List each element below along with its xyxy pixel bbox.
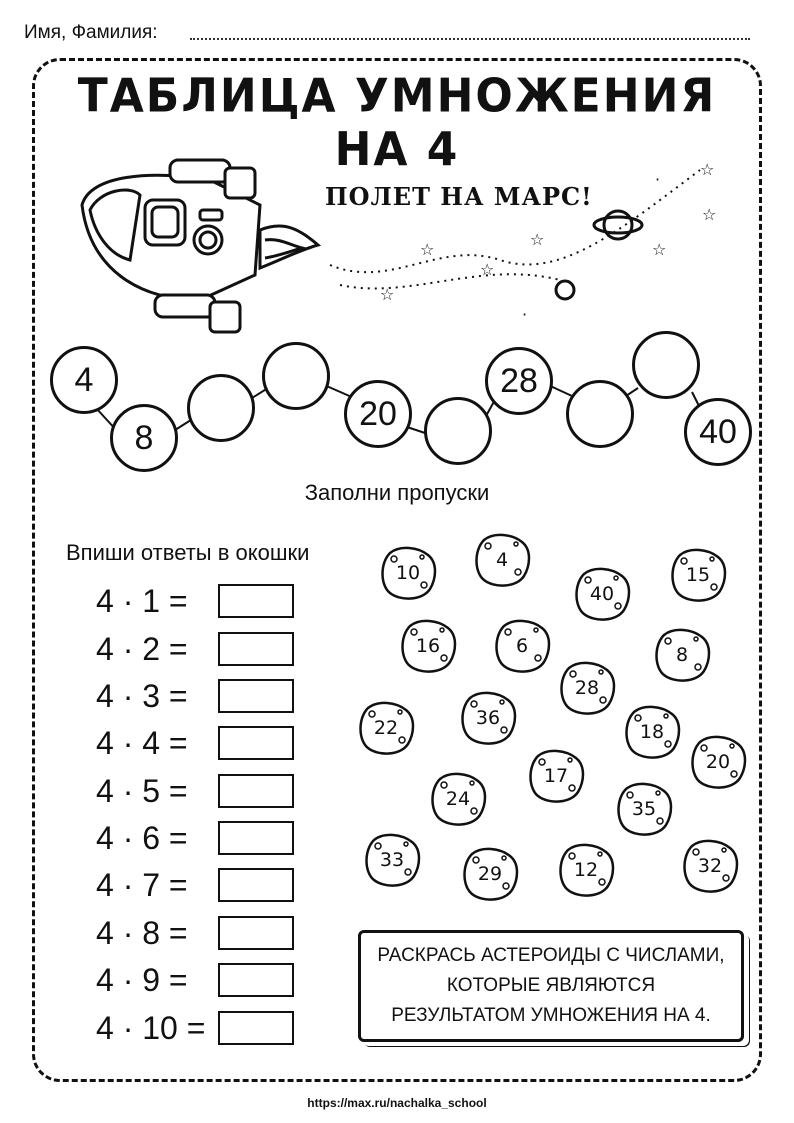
asteroid-15[interactable] [614,781,674,837]
fill-gaps-caption: Заполни пропуски [304,480,490,505]
svg-text:·: · [522,305,528,324]
asteroid-5[interactable] [398,618,458,674]
asteroid-number: 17 [543,765,569,787]
task-line-3: РЕЗУЛЬТАТОМ УМНОЖЕНИЯ НА 4. [391,1005,711,1026]
svg-text:☆: ☆ [380,285,395,304]
task-line-1: РАСКРАСЬ АСТЕРОИДЫ С ЧИСЛАМИ, [377,945,725,966]
equation-6: 4 · 6 = [96,820,188,856]
svg-text:☆: ☆ [480,260,495,279]
chain-circle-7: 28 [485,347,553,415]
asteroid-9[interactable] [356,700,416,756]
equation-9: 4 · 9 = [96,962,188,998]
asteroid-number: 24 [445,788,471,810]
asteroid-number: 32 [697,855,723,877]
asteroid-1[interactable] [378,545,438,601]
task-line-2: КОТОРЫЕ ЯВЛЯЮТСЯ [446,975,656,996]
equation-8: 4 · 8 = [96,915,188,951]
answer-box-8[interactable] [218,916,294,950]
task-instruction-box [358,930,744,1042]
svg-text:☆: ☆ [652,240,667,259]
asteroid-number: 36 [475,707,501,729]
asteroid-17[interactable] [460,846,520,902]
answer-box-4[interactable] [218,726,294,760]
answer-box-10[interactable] [218,1011,294,1045]
asteroid-number: 6 [515,635,529,657]
answer-box-7[interactable] [218,868,294,902]
answer-box-6[interactable] [218,821,294,855]
asteroid-14[interactable] [428,771,488,827]
svg-text:·: · [655,170,661,189]
asteroid-number: 40 [589,583,615,605]
asteroid-2[interactable] [472,532,532,588]
asteroid-number: 28 [574,677,600,699]
chain-circle-4[interactable] [262,342,330,410]
asteroid-number: 4 [495,549,509,571]
subtitle: ПОЛЕТ НА МАРС! [325,182,593,211]
chain-circle-1: 4 [50,346,118,414]
asteroid-number: 15 [685,564,711,586]
asteroid-number: 16 [415,635,441,657]
asteroid-number: 8 [675,644,689,666]
svg-text:☆: ☆ [420,240,435,259]
name-label: Имя, Фамилия: [24,22,158,43]
chain-circle-3[interactable] [187,374,255,442]
answer-box-9[interactable] [218,963,294,997]
asteroid-12[interactable] [526,748,586,804]
equation-7: 4 · 7 = [96,867,188,903]
equation-10: 4 · 10 = [96,1010,206,1046]
chain-circle-5: 20 [344,380,412,448]
asteroid-3[interactable] [572,566,632,622]
chain-circle-10: 40 [684,398,752,466]
asteroid-6[interactable] [492,618,552,674]
asteroid-number: 10 [395,562,421,584]
asteroid-number: 22 [373,717,399,739]
equation-4: 4 · 4 = [96,725,188,761]
asteroid-10[interactable] [458,690,518,746]
equation-1: 4 · 1 = [96,583,188,619]
rocket-illustration [60,150,740,350]
page-title: ТАБЛИЦА УМНОЖЕНИЯ НА 4 [77,69,717,177]
asteroid-4[interactable] [668,547,728,603]
asteroid-7[interactable] [652,627,712,683]
name-input-line[interactable] [190,38,750,40]
asteroid-11[interactable] [622,704,682,760]
asteroid-number: 18 [639,721,665,743]
asteroid-number: 33 [379,849,405,871]
answer-box-5[interactable] [218,774,294,808]
answer-box-1[interactable] [218,584,294,618]
footer-link: https://max.ru/nachalka_school [307,1096,487,1110]
asteroid-16[interactable] [362,832,422,888]
svg-text:☆: ☆ [700,160,715,179]
asteroid-8[interactable] [557,660,617,716]
chain-circle-6[interactable] [424,397,492,465]
asteroid-number: 12 [573,859,599,881]
asteroid-18[interactable] [556,842,616,898]
asteroid-19[interactable] [680,838,740,894]
chain-circle-9[interactable] [632,331,700,399]
equation-5: 4 · 5 = [96,773,188,809]
svg-text:☆: ☆ [702,205,717,224]
equation-3: 4 · 3 = [96,678,188,714]
asteroid-number: 35 [631,798,657,820]
chain-circle-8[interactable] [566,380,634,448]
answer-box-3[interactable] [218,679,294,713]
equation-2: 4 · 2 = [96,631,188,667]
answer-box-2[interactable] [218,632,294,666]
asteroid-number: 29 [477,863,503,885]
chain-circle-2: 8 [110,404,178,472]
answers-caption: Впиши ответы в окошки [66,540,310,565]
asteroid-13[interactable] [688,734,748,790]
svg-text:☆: ☆ [530,230,545,249]
asteroid-number: 20 [705,751,731,773]
